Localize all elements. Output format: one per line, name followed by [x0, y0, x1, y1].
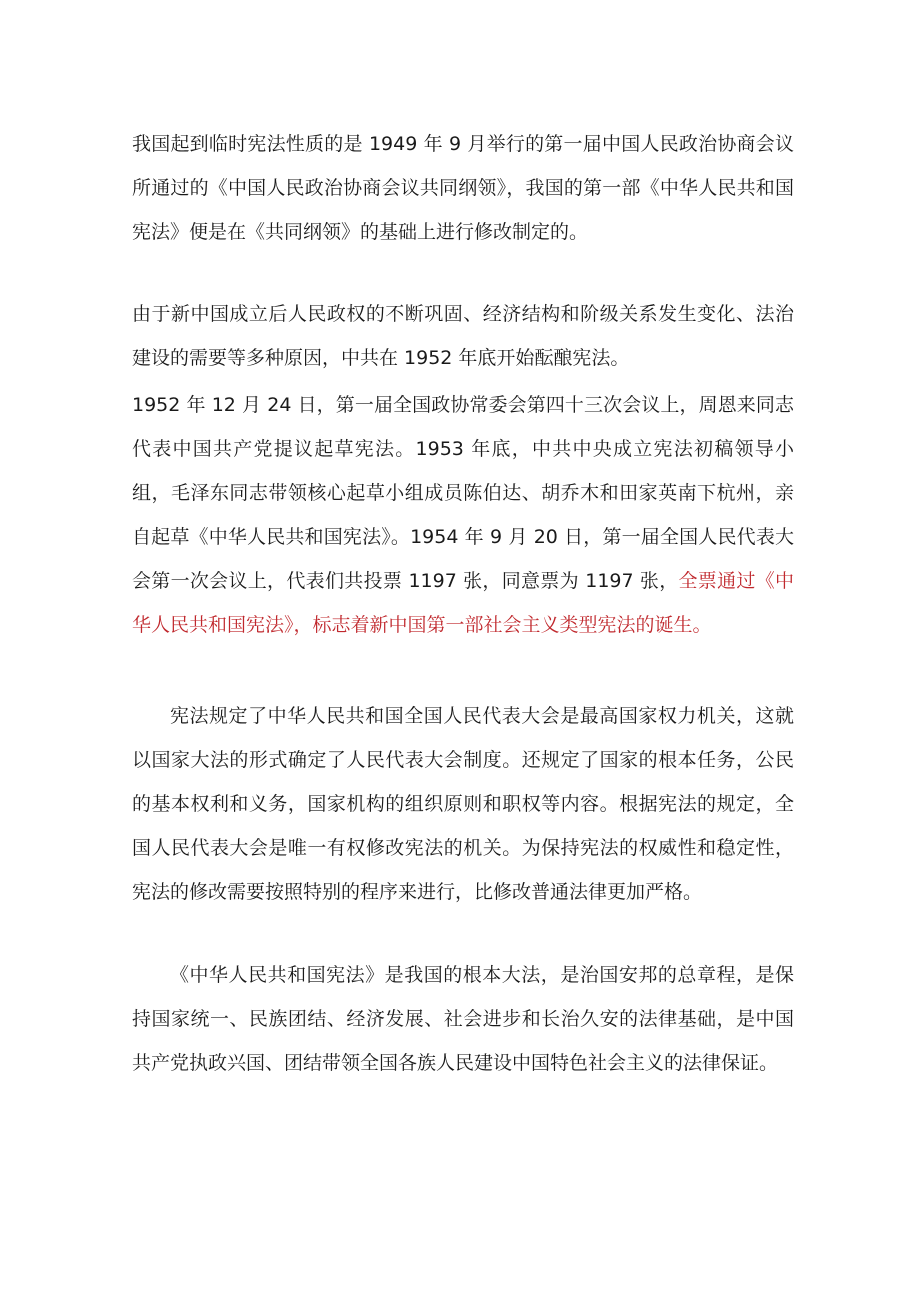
paragraph-drafting-reasons: 由于新中国成立后人民政权的不断巩固、经济结构和阶级关系发生变化、法治建设的需要等多种原因，中共在 1952 年底开始酝酿宪法。	[132, 303, 794, 369]
paragraph-drafting-history	[132, 383, 794, 647]
paragraph-constitution-provisions: 宪法规定了中华人民共和国全国人民代表大会是最高国家权力机关，这就以国家大法的形式确定了人民代表大会制度。还规定了国家的根本任务，公民的基本权利和义务，国家机构的组织原则和职权等内容。根据宪法的规定，全国人民代表大会是唯一有权修改宪法的机关。为保持宪法的权威性和稳定性，宪法的修改需要按照特别的程序来进行，比修改普通法律更加严格。	[132, 705, 794, 903]
highlighted-passage: 全票通过《中华人民共和国宪法》，标志着新中国第一部社会主义类型宪法的诞生。	[132, 570, 794, 636]
paragraph-fundamental-law: 《中华人民共和国宪法》是我国的根本大法，是治国安邦的总章程，是保持国家统一、民族团结、经济发展、社会进步和长治久安的法律基础，是中国共产党执政兴国、团结带领全国各族人民建设中国特色社会主义的法律保证。	[132, 964, 794, 1074]
paragraph-drafting-history-text: 1952 年 12 月 24 日，第一届全国政协常委会第四十三次会议上，周恩来同志代表中国共产党提议起草宪法。1953 年底，中共中央成立宪法初稿领导小组，毛泽东同志带领核心起草小组成员陈伯达、胡乔木和田家英南下杭州，亲自起草《中华人民共和国宪法》。1954 年 9 月 20 日，第一届全国人民代表大会第一次会议上，代表们共投票 1197 张，同意票为 1197 张，	[132, 394, 794, 592]
paragraph-common-program: 我国起到临时宪法性质的是 1949 年 9 月举行的第一届中国人民政治协商会议所通过的《中国人民政治协商会议共同纲领》，我国的第一部《中华人民共和国宪法》便是在《共同纲领》的基础上进行修改制定的。	[132, 133, 794, 243]
